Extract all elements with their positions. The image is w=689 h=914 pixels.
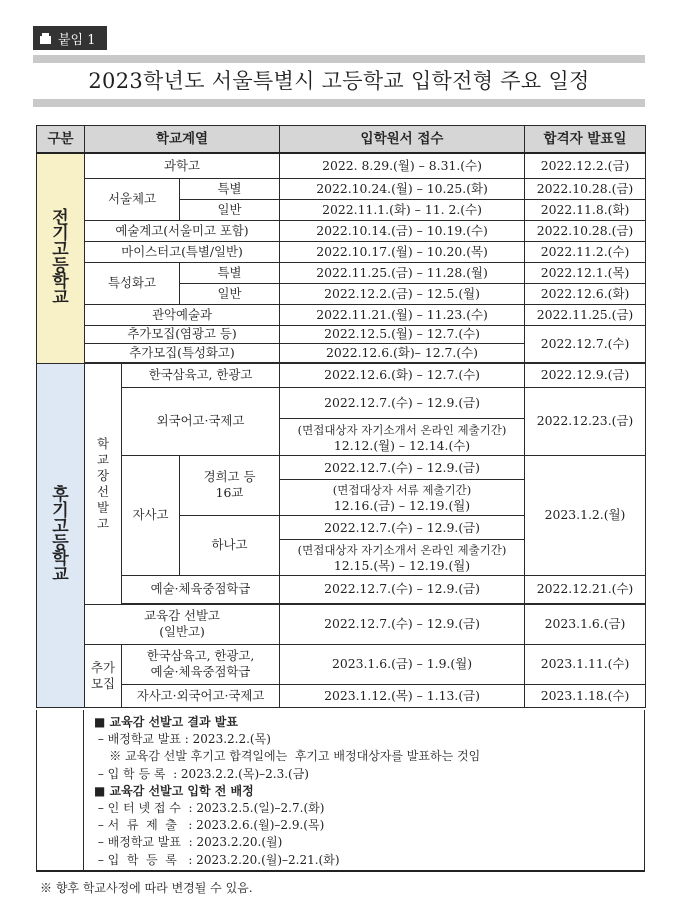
extra-group-cell xyxy=(85,644,122,707)
attachment-label: 붙임 1 xyxy=(58,32,96,48)
kyunghee-sub1: 경희고 등 xyxy=(203,469,256,484)
table-row xyxy=(37,325,646,343)
specialized-general-app: 2022.12.2.(금) – 12.5.(월) xyxy=(280,283,525,304)
specialized-general-sub: 일반 xyxy=(180,283,280,304)
foreign-app-cell xyxy=(280,387,525,455)
document-icon xyxy=(39,33,52,44)
seoul-pe-general-ann: 2022.11.8.(화) xyxy=(525,199,646,220)
principal-group-cell xyxy=(85,363,122,604)
table-row xyxy=(37,644,646,684)
hana-app: 2022.12.7.(수) – 12.9.(금) xyxy=(280,517,524,540)
science-ann: 2022.12.2.(금) xyxy=(525,153,646,178)
notes-left-spacer xyxy=(36,710,84,872)
private-name: 자사고 xyxy=(122,455,180,575)
notes-line-3: – 입 학 등 록 : 2023.2.2.(목)–2.3.(금) xyxy=(94,766,309,781)
kyunghee-app: 2022.12.7.(수) – 12.9.(금) xyxy=(280,457,524,480)
notes-line-6: – 배정학교 발표 : 2023.2.20.(월) xyxy=(94,835,283,850)
kyunghee-sub-cell xyxy=(180,455,280,515)
page-title: 2023학년도 서울특별시 고등학교 입학전형 주요 일정 xyxy=(88,69,590,93)
foreign-note: (면접대상자 자기소개서 온라인 제출기간) xyxy=(297,423,507,437)
header-application: 입학원서 접수 xyxy=(280,126,525,154)
kor-uni-type: 한국삼육고, 한광고 xyxy=(122,363,280,387)
title-bar-bottom xyxy=(33,99,645,107)
science-type: 과학고 xyxy=(85,153,280,178)
kor-uni-ann: 2022.12.9.(금) xyxy=(525,363,646,387)
notes-heading-2: ■ 교육감 선발고 입학 전 배정 xyxy=(94,783,254,798)
seoul-pe-special-ann: 2022.10.28.(금) xyxy=(525,178,646,199)
extra1-app: 2022.12.5.(월) – 12.7.(수) xyxy=(280,325,525,343)
late-category-cell xyxy=(37,363,85,708)
foreign-ann: 2022.12.23.(금) xyxy=(525,387,646,455)
meister-ann: 2022.11.2.(수) xyxy=(525,241,646,262)
science-app: 2022. 8.29.(월) – 8.31.(수) xyxy=(280,153,525,178)
arts-pe-app: 2022.12.7.(수) – 12.9.(금) xyxy=(280,575,525,603)
extra-b-type: 자사고·외국어고·국제고 xyxy=(122,684,280,707)
edu-type2: (일반고) xyxy=(159,624,205,639)
principal-group: 학교장 선발고 xyxy=(97,435,109,531)
extra1-type: 추가모집(염광고 등) xyxy=(85,325,280,343)
table-row xyxy=(37,455,646,515)
table-row xyxy=(37,262,646,283)
extra-a-type1: 한국삼육고, 한광고, xyxy=(146,648,255,663)
extra-name1: 추가 xyxy=(91,659,115,675)
table-row xyxy=(37,304,646,325)
hana-note-date: 12.15.(목) – 12.19.(월) xyxy=(333,557,471,573)
meister-type: 마이스터고(특별/일반) xyxy=(85,241,280,262)
extra-name2: 모집 xyxy=(91,675,115,691)
early-category-cell xyxy=(37,153,85,363)
extra2-type: 추가모집(특성화고) xyxy=(85,343,280,362)
notes-heading-1: ■ 교육감 선발고 결과 발표 xyxy=(94,715,238,729)
seoul-pe-special-sub: 특별 xyxy=(180,178,280,199)
specialized-special-app: 2022.11.25.(금) – 11.28.(월) xyxy=(280,262,525,283)
specialized-special-ann: 2022.12.1.(목) xyxy=(525,262,646,283)
table-row xyxy=(37,604,646,644)
meister-app: 2022.10.17.(월) – 10.20.(목) xyxy=(280,241,525,262)
schedule-table xyxy=(36,125,646,708)
hana-app-cell xyxy=(280,515,525,575)
footer-note: ※ 향후 학교사정에 따라 변경될 수 있음. xyxy=(40,881,253,895)
seoul-pe-general-sub: 일반 xyxy=(180,199,280,220)
seoul-pe-special-app: 2022.10.24.(월) – 10.25.(화) xyxy=(280,178,525,199)
table-row xyxy=(37,387,646,455)
hana-note: (면접대상자 자기소개서 온라인 제출기간) xyxy=(297,542,507,557)
specialized-general-ann: 2022.12.6.(화) xyxy=(525,283,646,304)
late-category: 후기고등학교 xyxy=(52,485,69,586)
notes-line-7: – 입 학 등 록 : 2023.2.20.(월)–2.21.(화) xyxy=(94,852,340,867)
header-category: 구분 xyxy=(37,126,85,154)
extra-b-ann: 2023.1.18.(수) xyxy=(525,684,646,707)
kyunghee-app-cell xyxy=(280,455,525,515)
header-school-type: 학교계열 xyxy=(85,126,280,154)
extra-a-type2: 예술·체육중점학급 xyxy=(150,664,251,679)
arts-ann: 2022.10.28.(금) xyxy=(525,220,646,241)
kyunghee-note-date: 12.16.(금) – 12.19.(월) xyxy=(333,497,471,513)
notes-line-4: – 인 터 넷 접 수 : 2023.2.5.(일)–2.7.(화) xyxy=(94,801,325,816)
kyunghee-sub2: 16교 xyxy=(215,485,244,500)
table-row xyxy=(37,684,646,707)
notes-line-2: ※ 교육감 선발 후기고 합격일에는 후기고 배정대상자를 발표하는 것임 xyxy=(94,749,481,764)
header-announcement: 합격자 발표일 xyxy=(525,126,646,154)
kwanak-ann: 2022.11.25.(금) xyxy=(525,304,646,325)
header-row xyxy=(37,126,646,154)
table-row xyxy=(37,575,646,603)
seoul-pe-name: 서울체고 xyxy=(85,178,180,220)
table-row xyxy=(37,178,646,199)
edu-app: 2022.12.7.(수) – 12.9.(금) xyxy=(280,604,525,644)
foreign-note-date: 12.12.(월) – 12.14.(수) xyxy=(333,438,471,453)
arts-pe-ann: 2022.12.21.(수) xyxy=(525,575,646,603)
extra-b-app: 2023.1.12.(목) – 1.13.(금) xyxy=(280,684,525,707)
notes-line-1: – 배정학교 발표 : 2023.2.2.(목) xyxy=(94,732,271,747)
arts-app: 2022.10.14.(금) – 10.19.(수) xyxy=(280,220,525,241)
specialized-special-sub: 특별 xyxy=(180,262,280,283)
arts-pe-type: 예술·체육중점학급 xyxy=(122,575,280,603)
kwanak-type: 관악예술과 xyxy=(85,304,280,325)
seoul-pe-general-app: 2022.11.1.(화) – 11. 2.(수) xyxy=(280,199,525,220)
kyunghee-note: (면접대상자 서류 제출기간) xyxy=(332,482,472,497)
table-row xyxy=(37,220,646,241)
edu-ann: 2023.1.6.(금) xyxy=(525,604,646,644)
foreign-app: 2022.12.7.(수) – 12.9.(금) xyxy=(280,388,524,419)
edu-type-cell xyxy=(85,604,280,644)
extra-a-type-cell xyxy=(122,644,280,684)
title-banner xyxy=(33,51,645,111)
edu-type1: 교육감 선발고 xyxy=(144,608,220,623)
hana-sub: 하나고 xyxy=(180,515,280,575)
extra-a-app: 2023.1.6.(금) – 1.9.(월) xyxy=(280,644,525,684)
table-row xyxy=(37,153,646,178)
extra-a-ann: 2023.1.11.(수) xyxy=(525,644,646,684)
arts-type: 예술계고(서울미고 포함) xyxy=(85,220,280,241)
early-category: 전기고등학교 xyxy=(52,208,69,309)
private-ann: 2023.1.2.(월) xyxy=(525,455,646,575)
kor-uni-app: 2022.12.6.(화) – 12.7.(수) xyxy=(280,363,525,387)
notes-line-5: – 서 류 제 출 : 2023.2.6.(월)–2.9.(목) xyxy=(94,818,325,833)
foreign-type: 외국어고·국제고 xyxy=(122,387,280,455)
notes-box xyxy=(83,710,645,872)
attachment-badge xyxy=(33,26,107,50)
table-row xyxy=(37,363,646,387)
kwanak-app: 2022.11.21.(월) – 11.23.(수) xyxy=(280,304,525,325)
title-bar-top xyxy=(33,55,645,63)
table-row xyxy=(37,241,646,262)
extra-ann: 2022.12.7.(수) xyxy=(525,325,646,362)
specialized-name: 특성화고 xyxy=(85,262,180,304)
extra2-app: 2022.12.6.(화)– 12.7.(수) xyxy=(280,343,525,362)
